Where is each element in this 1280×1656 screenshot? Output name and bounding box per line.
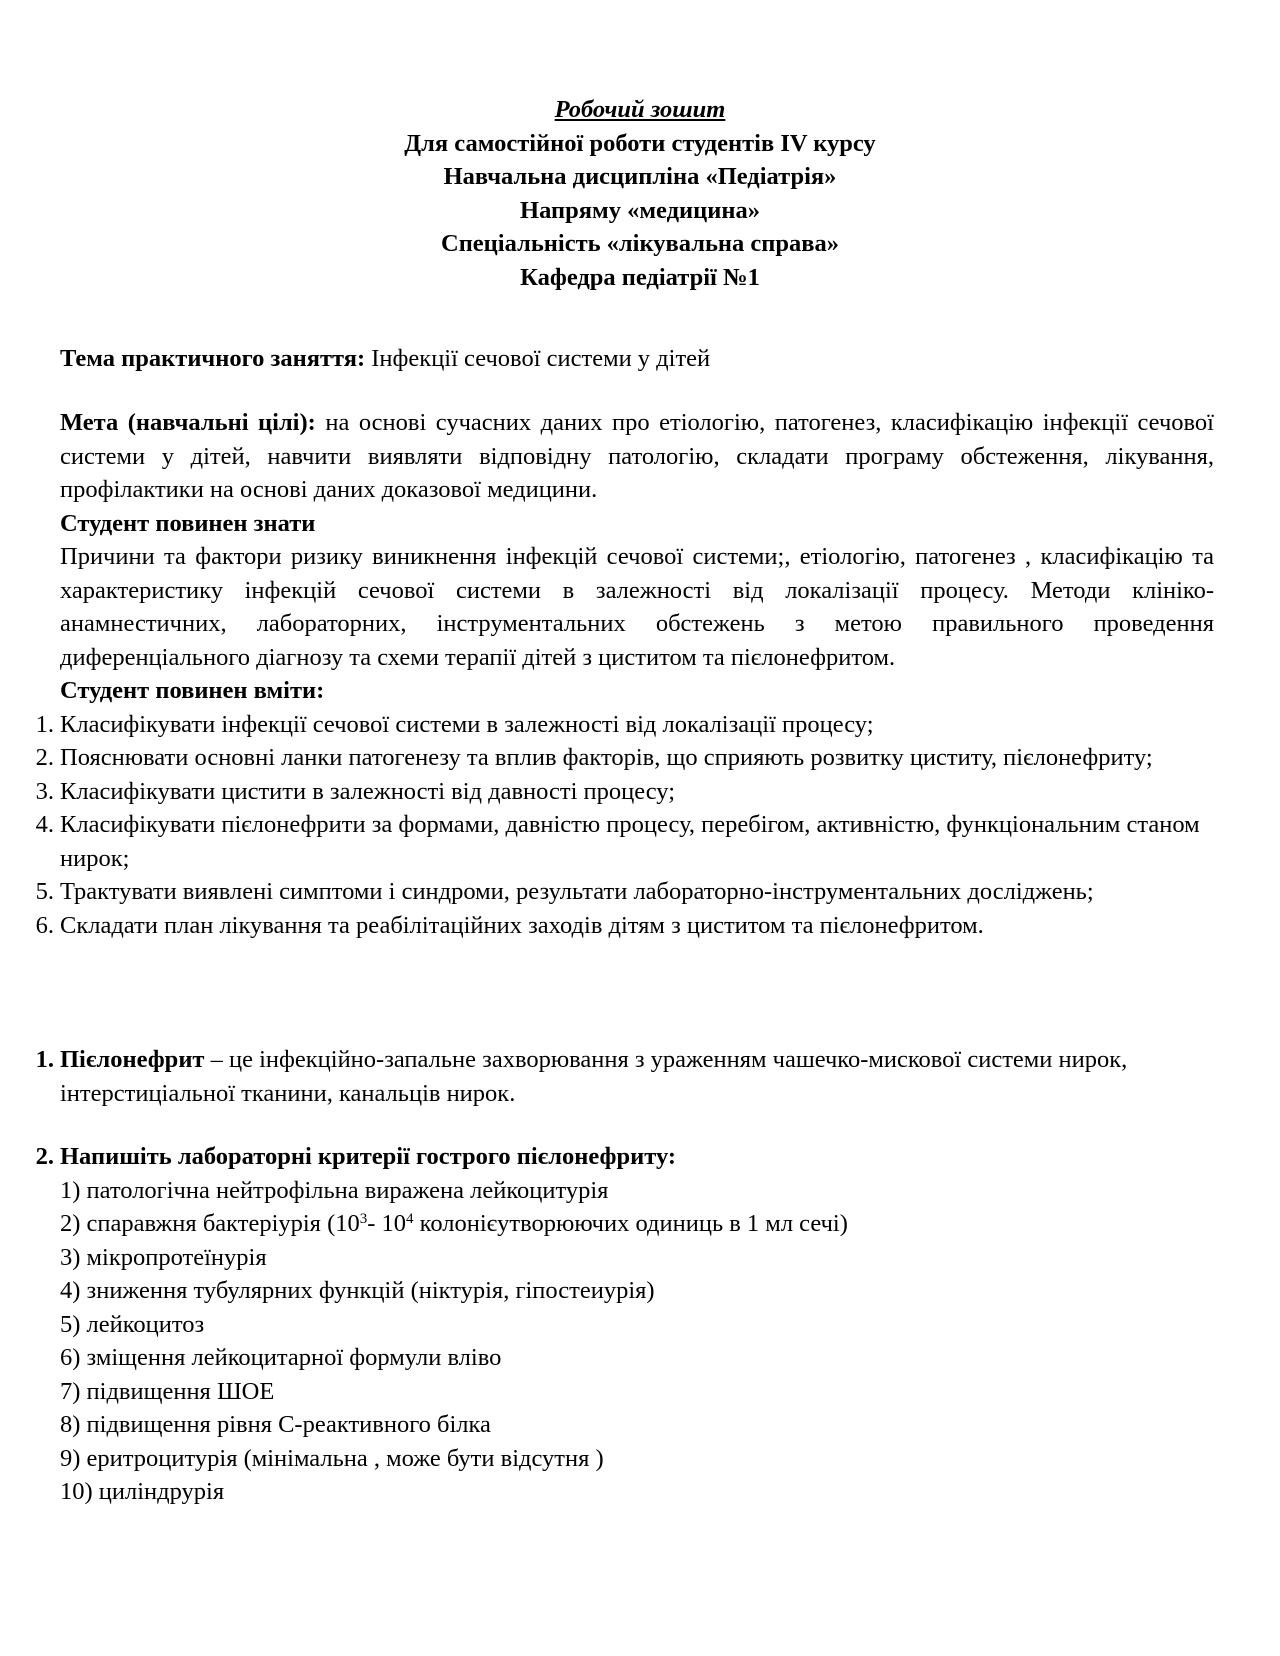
header-line-course: Для самостійної роботи студентів IV курсу xyxy=(404,129,876,157)
criteria-item: 3) мікропротеїнурія xyxy=(60,1243,267,1271)
criteria-item: 1) патологічна нейтрофільна виражена лейкоцитурія xyxy=(60,1176,609,1204)
know-heading: Студент повинен знати xyxy=(60,509,316,537)
header-line-specialty: Спеціальність «лікувальна справа» xyxy=(441,230,839,257)
workbook-title: Робочий зошит xyxy=(554,96,726,123)
question-2-heading: Напишіть лабораторні критерії гострого пієлонефриту: xyxy=(60,1143,677,1170)
header-line-discipline: Навчальна дисципліна «Педіатрія» xyxy=(443,163,837,190)
criteria-item: 7) підвищення ШОЕ xyxy=(60,1377,275,1405)
pyelonephritis-term: Пієлонефрит xyxy=(60,1046,205,1073)
list-item: 2. Пояснювати основні ланки патогенезу та вплив факторів, що сприяють розвитку циститу, пієлонефриту; xyxy=(35,744,1153,771)
document-header xyxy=(0,93,1280,294)
header-line-department: Кафедра педіатрії №1 xyxy=(520,263,760,291)
header-line-direction: Напряму «медицина» xyxy=(520,196,760,224)
goal-label: Мета (навчальні цілі): xyxy=(60,409,316,436)
goals-section xyxy=(35,406,1214,942)
criteria-item: 2) спаравжня бактеріурія ($10^3-$ $10^4$ колонієутворюючих одиниць в 1 мл сечі) xyxy=(60,1210,848,1237)
list-item: 1. Класифікувати інфекції сечової системи в залежності від локалізації процесу; xyxy=(35,710,874,738)
criteria-item: 4) зниження тубулярних функцій (ніктурія, гіпостеиурія) xyxy=(60,1277,655,1304)
criteria-item: 6) зміщення лейкоцитарної формули вліво xyxy=(60,1344,502,1371)
criteria-item: 9) еритроцитурія (мінімальна , може бути відсутня ) xyxy=(60,1444,604,1472)
topic-label: Тема практичного заняття: xyxy=(60,345,366,372)
goal-text: на основі сучасних даних про етіологію, патогенез, класифікацію інфекції сечової системи у дітей, навчити виявляти відповідну патологію, складати програму обстеження, лікування, профілактики на основі даних доказової медицини. xyxy=(60,409,1214,503)
topic-text: Інфекції сечової системи у дітей xyxy=(371,345,711,372)
question-1-number: 1. xyxy=(35,1046,54,1073)
know-paragraph: Причини та фактори ризику виникнення інфекцій сечової системи;, етіологію, патогенез , класифікацію та характеристику інфекцій сечової системи в залежності від локалізації процесу. Методи клініко-анамнестичних, лабораторних, інструментальних обстежень з метою правильного проведення диференціального діагнозу та схеми терапії дітей з циститом та пієлонефритом. xyxy=(60,543,1214,671)
criteria-item: 5) лейкоцитоз xyxy=(60,1310,205,1338)
criteria-item: 10) циліндрурія xyxy=(60,1478,225,1505)
topic-line xyxy=(60,342,1214,376)
able-heading: Студент повинен вміти: xyxy=(60,677,325,704)
list-item: 5. Трактувати виявлені симптоми і синдроми, результати лабораторно-інструментальних досліджень; xyxy=(35,878,1094,905)
list-item: 4. Класифікувати пієлонефрити за формами, давністю процесу, перебігом, активністю, функціональним станом нирок; xyxy=(35,811,1200,872)
question-2-number: 2. xyxy=(35,1143,54,1170)
pyelonephritis-definition: – це інфекційно-запальне захворювання з ураженням чашечко-мискової системи нирок, інтерстиціальної тканини, канальців нирок. xyxy=(60,1046,1128,1107)
list-item: 3. Класифікувати цистити в залежності від давності процесу; xyxy=(35,777,676,805)
question-2-heading-row xyxy=(35,1140,1214,1174)
goal-paragraph xyxy=(60,406,1214,507)
question-2 xyxy=(35,1140,1214,1509)
list-item: 6. Складати план лікування та реабілітаційних заходів дітям з циститом та пієлонефритом. xyxy=(35,911,984,939)
question-1 xyxy=(35,1043,1214,1110)
able-list xyxy=(35,708,1214,943)
criteria-item: 8) підвищення рівня С-реактивного білка xyxy=(60,1411,491,1438)
